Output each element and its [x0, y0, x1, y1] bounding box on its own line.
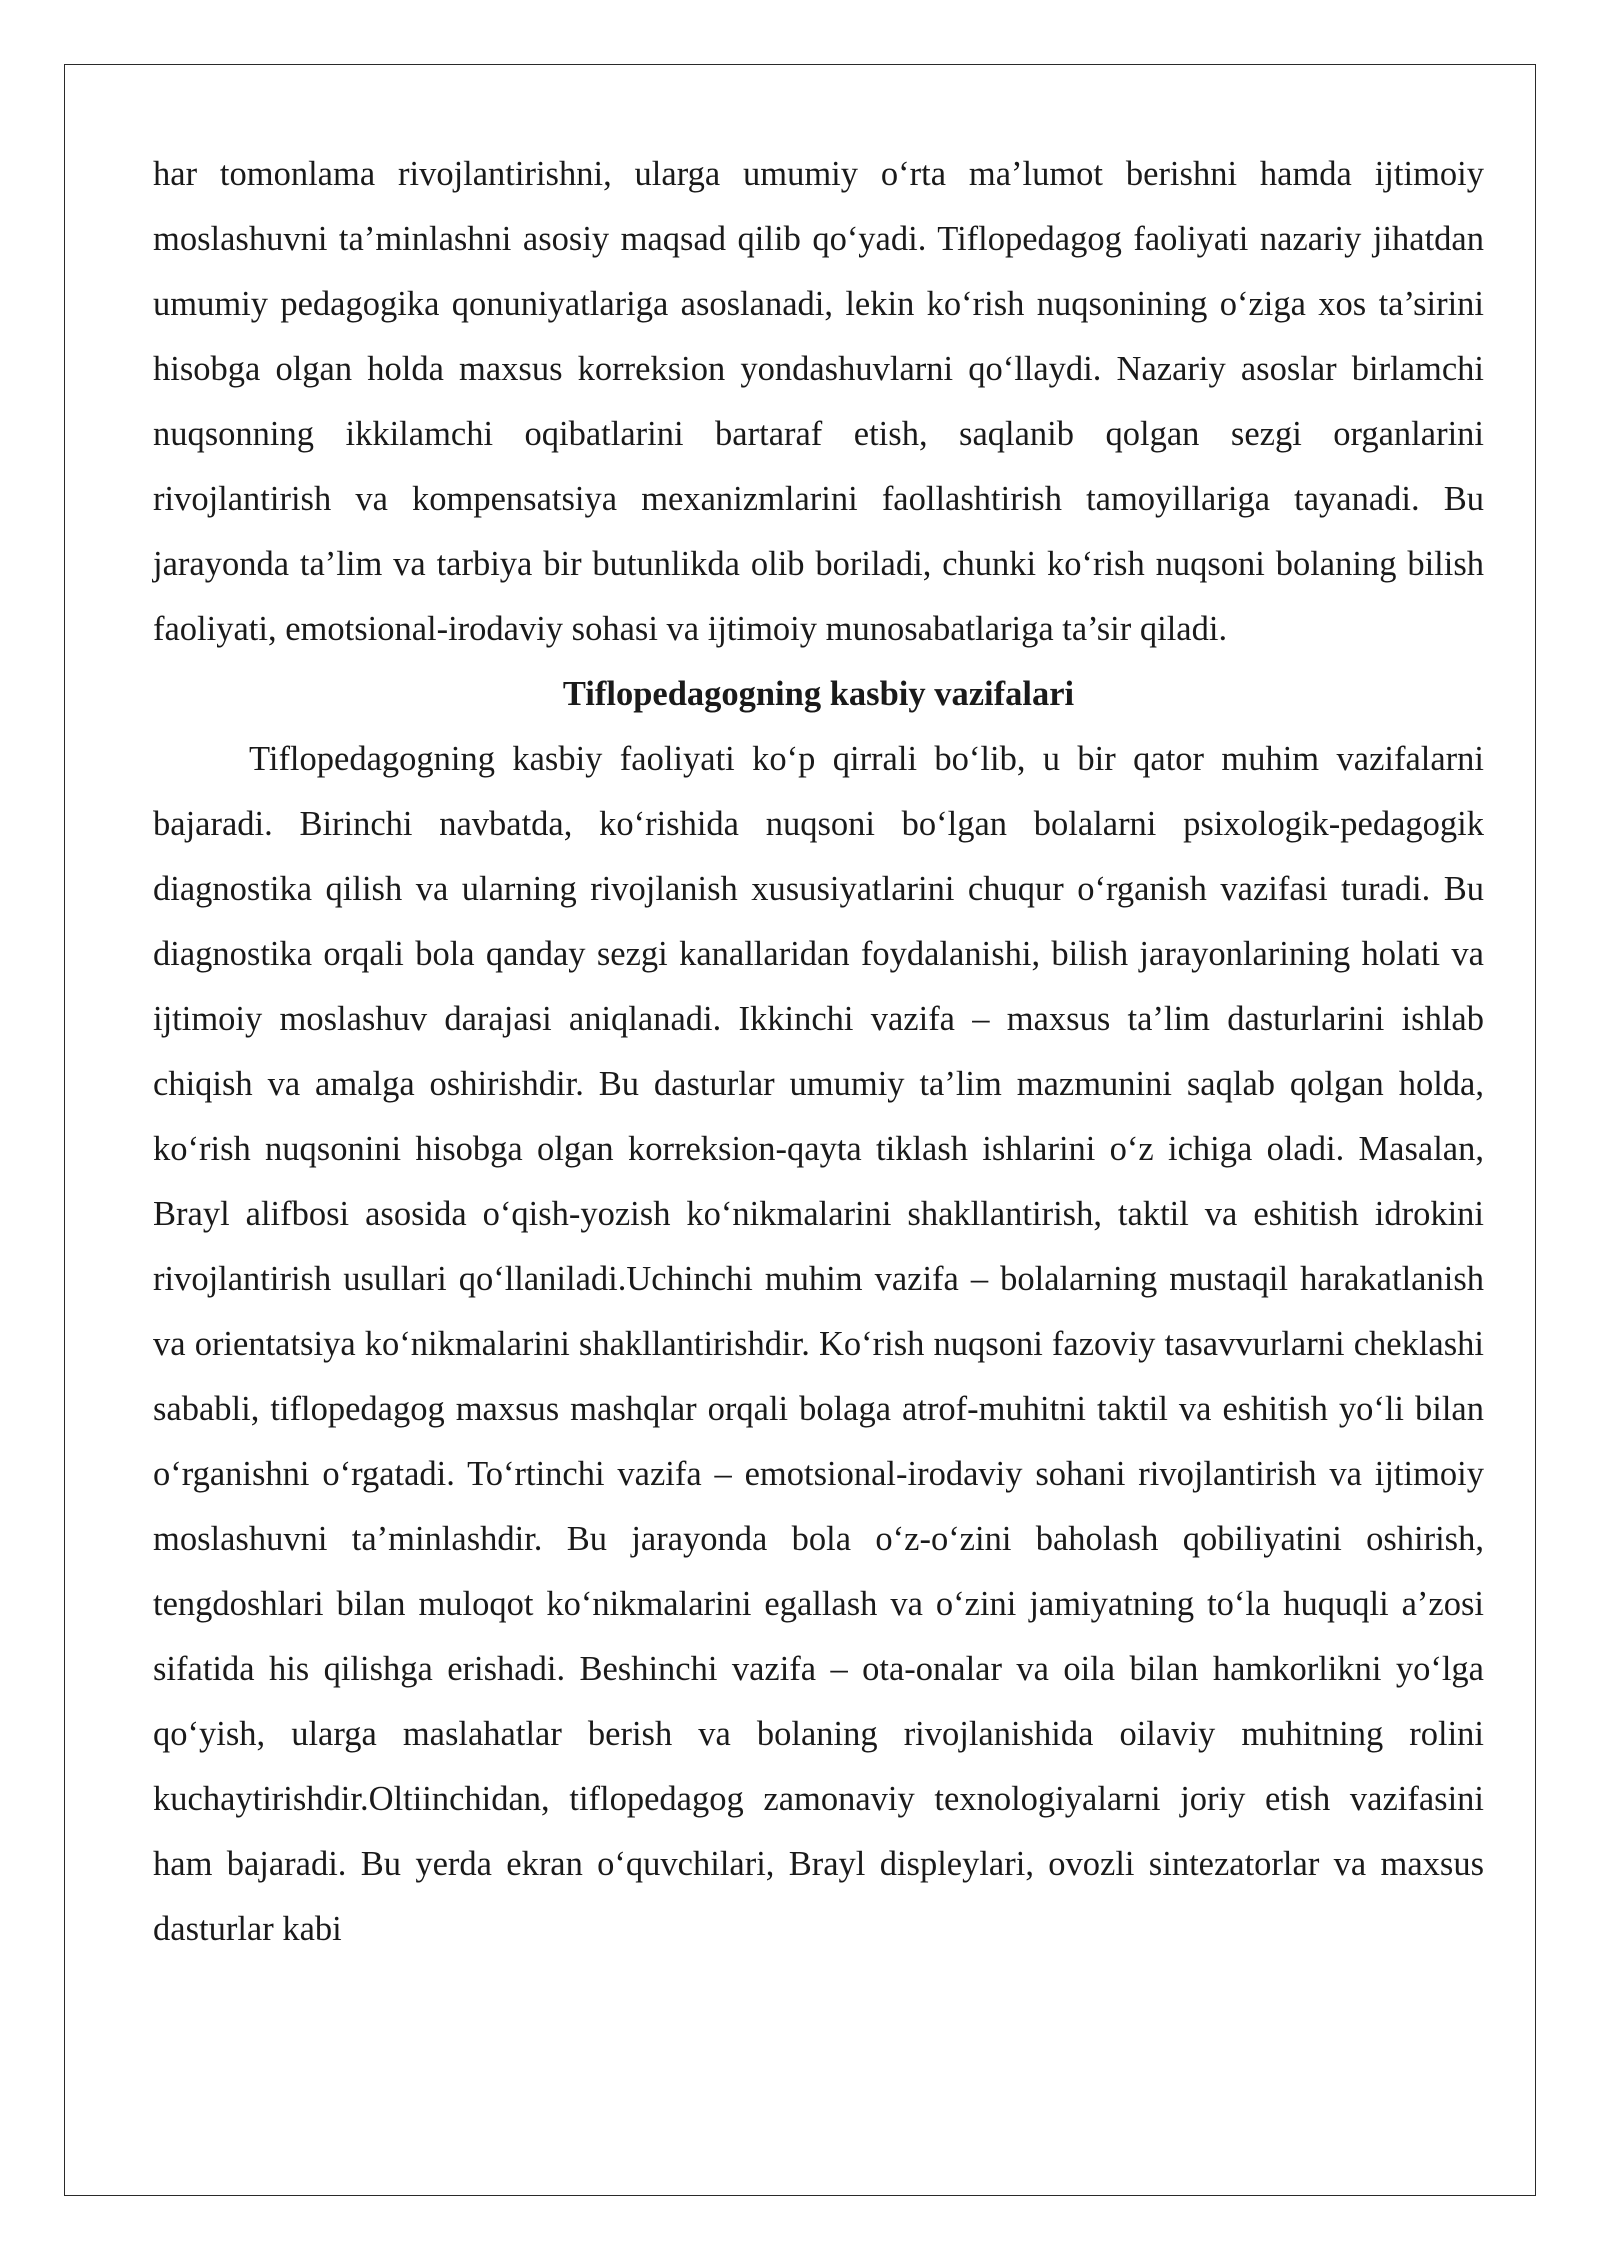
document-body — [153, 142, 1484, 1962]
paragraph-1: har tomonlama rivojlantirishni, ularga umumiy o‘rta ma’lumot berishni hamda ijtimoiy moslashuvni ta’minlashni asosiy maqsad qilib qo‘yadi. Tiflopedagog faoliyati nazariy jihatdan umumiy pedagogika qonuniyatlariga asoslanadi, lekin ko‘rish nuqsonining o‘ziga xos ta’sirini hisobga olgan holda maxsus korreksion yondashuvlarni qo‘llaydi. Nazariy asoslar birlamchi nuqsonning ikkilamchi oqibatlarini bartaraf etish, saqlanib qolgan sezgi organlarini rivojlantirish va kompensatsiya mexanizmlarini faollashtirish tamoyillariga tayanadi. Bu jarayonda ta’lim va tarbiya bir butunlikda olib boriladi, chunki ko‘rish nuqsoni bolaning bilish faoliyati, emotsional-irodaviy sohasi va ijtimoiy munosabatlariga ta’sir qiladi. — [153, 155, 1484, 648]
paragraph-2: Tiflopedagogning kasbiy faoliyati ko‘p qirrali bo‘lib, u bir qator muhim vazifalarni bajaradi. Birinchi navbatda, ko‘rishida nuqsoni bo‘lgan bolalarni psixologik-pedagogik diagnostika qilish va ularning rivojlanish xususiyatlarini chuqur o‘rganish vazifasi turadi. Bu diagnostika orqali bola qanday sezgi kanallaridan foydalanishi, bilish jarayonlarining holati va ijtimoiy moslashuv darajasi aniqlanadi. Ikkinchi vazifa – maxsus ta’lim dasturlarini ishlab chiqish va amalga oshirishdir. Bu dasturlar umumiy ta’lim mazmunini saqlab qolgan holda, ko‘rish nuqsonini hisobga olgan korreksion-qayta tiklash ishlarini o‘z ichiga oladi. Masalan, Brayl alifbosi asosida o‘qish-yozish ko‘nikmalarini shakllantirish, taktil va eshitish idrokini rivojlantirish usullari qo‘llaniladi.Uchinchi muhim vazifa – bolalarning mustaqil harakatlanish va orientatsiya ko‘nikmalarini shakllantirishdir. Ko‘rish nuqsoni fazoviy tasavvurlarni cheklashi sababli, tiflopedagog maxsus mashqlar orqali bolaga atrof-muhitni taktil va eshitish yo‘li bilan o‘rganishni o‘rgatadi. To‘rtinchi vazifa – emotsional-irodaviy sohani rivojlantirish va ijtimoiy moslashuvni ta’minlashdir. Bu jarayonda bola o‘z-o‘zini baholash qobiliyatini oshirish, tengdoshlari bilan muloqot ko‘nikmalarini egallash va o‘zini jamiyatning to‘la huquqli a’zosi sifatida his qilishga erishadi. Beshinchi vazifa – ota-onalar va oila bilan hamkorlikni yo‘lga qo‘yish, ularga maslahatlar berish va bolaning rivojlanishida oilaviy muhitning rolini kuchaytirishdir.Oltiinchidan, tiflopedagog zamonaviy texnologiyalarni joriy etish vazifasini ham bajaradi. Bu yerda ekran o‘quvchilari, Brayl displeylari, ovozli sintezatorlar va maxsus dasturlar kabi — [153, 740, 1484, 1948]
section-heading: Tiflopedagogning kasbiy vazifalari — [562, 675, 1075, 713]
